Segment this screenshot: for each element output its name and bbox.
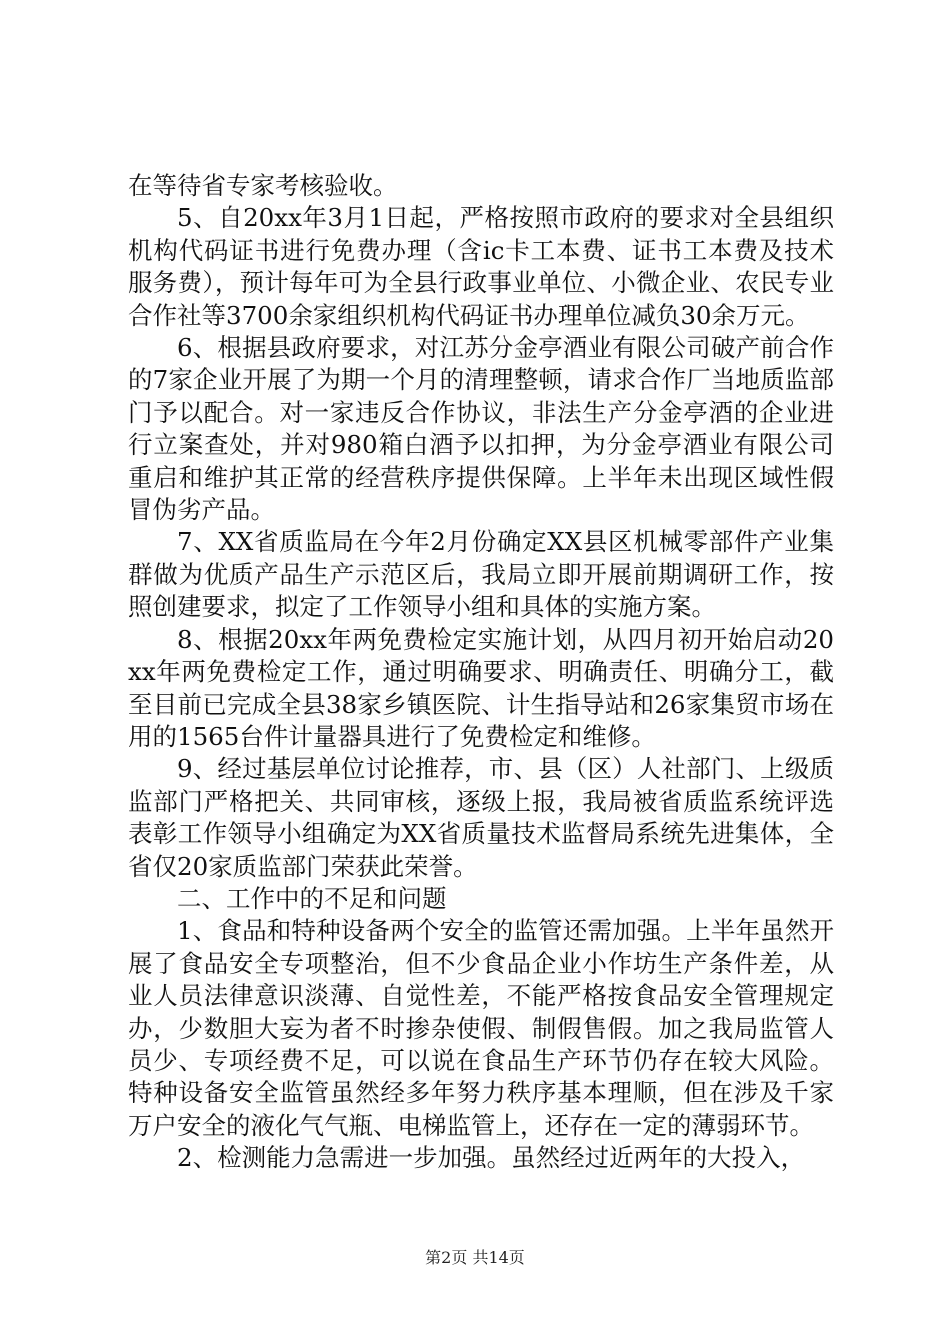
page-footer [0,1245,950,1268]
paragraph-item-9: 9、经过基层单位讨论推荐，市、县（区）人社部门、上级质监部门严格把关、共同审核，逐级上报，我局被省质监系统评选表彰工作领导小组确定为XX省质量技术监督局系统先进集体，全省仅20家质监部门荣获此荣誉。 [128,754,834,881]
paragraph-problem-2: 2、检测能力急需进一步加强。虽然经过近两年的大投入， [177,1143,806,1173]
paragraph-continuation: 在等待省专家考核验收。 [128,171,398,200]
document-body [128,170,834,1175]
paragraph-item-8: 8、根据20xx年两免费检定实施计划，从四月初开始启动20xx年两免费检定工作，通过明确要求、明确责任、明确分工，截至目前已完成全县38家乡镇医院、计生指导站和26家集贸市场在用的1565台件计量器具进行了免费检定和维修。 [128,624,834,751]
page-number-label: 第2页 共14页 [425,1248,525,1267]
paragraph-problem-1: 1、食品和特种设备两个安全的监管还需加强。上半年虽然开展了食品安全专项整治，但不少食品企业小作坊生产条件差，从业人员法律意识淡薄、自觉性差，不能严格按食品安全管理规定办，少数胆大妄为者不时掺杂使假、制假售假。加之我局监管人员少、专项经费不足，可以说在食品生产环节仍存在较大风险。特种设备安全监管虽然经多年努力秩序基本理顺，但在涉及千家万户安全的液化气气瓶、电梯监管上，还存在一定的薄弱环节。 [128,916,834,1140]
section-heading: 二、工作中的不足和问题 [177,883,447,913]
paragraph-item-5: 5、自20xx年3月1日起，严格按照市政府的要求对全县组织机构代码证书进行免费办理（含ic卡工本费、证书工本费及技术服务费），预计每年可为全县行政事业单位、小微企业、农民专业合作社等3700余家组织机构代码证书办理单位减负30余万元。 [128,203,834,330]
paragraph-item-7: 7、XX省质监局在今年2月份确定XX县区机械零部件产业集群做为优质产品生产示范区后，我局立即开展前期调研工作，按照创建要求，拟定了工作领导小组和具体的实施方案。 [128,527,834,622]
paragraph-item-6: 6、根据县政府要求，对江苏分金亭酒业有限公司破产前合作的7家企业开展了为期一个月的清理整顿，请求合作厂当地质监部门予以配合。对一家违反合作协议，非法生产分金亭酒的企业进行立案查处，并对980箱白酒予以扣押，为分金亭酒业有限公司重启和维护其正常的经营秩序提供保障。上半年未出现区域性假冒伪劣产品。 [128,333,834,525]
